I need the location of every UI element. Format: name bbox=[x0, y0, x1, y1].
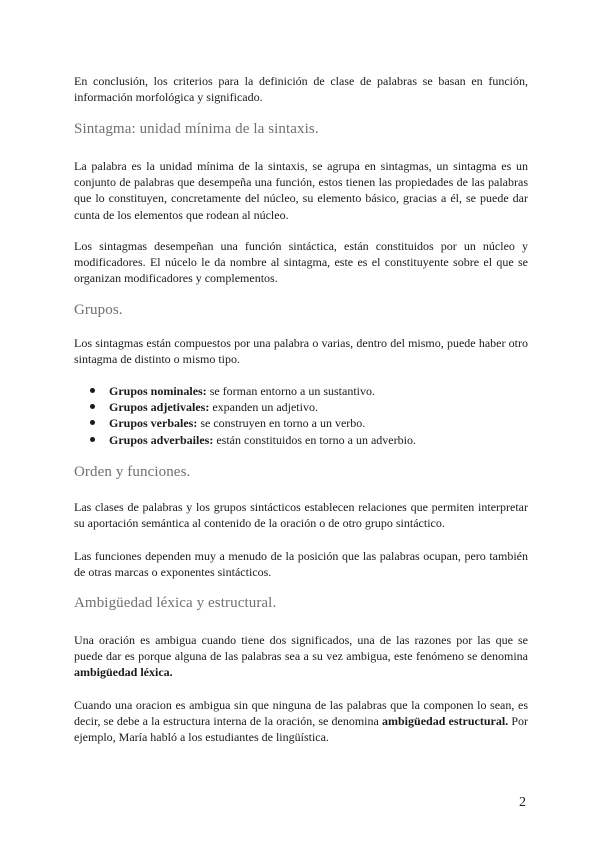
list-item-term: Grupos adverbailes: bbox=[109, 432, 214, 447]
list-item-desc: expanden un adjetivo. bbox=[209, 400, 318, 415]
section-heading-sintagma: Sintagma: unidad mínima de la sintaxis. bbox=[74, 121, 319, 137]
ambiguedad-example: Por ejemplo, María habló a los estudiantes de lingüística. bbox=[74, 714, 529, 745]
ambiguedad-estructural-term: ambigüedad estructural. bbox=[382, 714, 509, 729]
orden-paragraph-1: Las clases de palabras y los grupos sintácticos establecen relaciones que permiten interpretar su aportación semántica al contenido de la oración o de otro grupo sintáctico. bbox=[74, 500, 528, 531]
grupos-intro-paragraph: Los sintagmas están compuestos por una palabra o varias, dentro del mismo, puede haber otro sintagma de distinto o mismo tipo. bbox=[74, 336, 528, 367]
sintagma-paragraph-1: La palabra es la unidad mínima de la sintaxis, se agrupa en sintagmas, un sintagma es un conjunto de palabras que desempeña una función, estos tienen las propiedades de las palabras que lo constituyen, concretamente del núcleo, su elemento básico, gracias a él, se puede dar cunta de los elementos que rodean al núcleo. bbox=[74, 159, 528, 222]
bullet-icon bbox=[90, 420, 95, 425]
page-number: 2 bbox=[519, 795, 526, 810]
orden-paragraph-2: Las funciones dependen muy a menudo de la posición que las palabras ocupan, pero también de otras marcas o exponentes sintácticos. bbox=[74, 549, 528, 580]
section-heading-ambiguedad: Ambigüedad léxica y estructural. bbox=[74, 595, 277, 611]
ambiguedad-lexica-term: ambigüedad léxica. bbox=[74, 665, 173, 680]
list-item-desc: se forman entorno a un sustantivo. bbox=[206, 384, 375, 398]
list-item-desc: se construyen en torno a un verbo. bbox=[197, 416, 366, 431]
sintagma-paragraph-2: Los sintagmas desempeñan una función sintáctica, están constituidos por un núcleo y modificadores. El núcelo le da nombre al sintagma, este es el constituyente sobre el que se organizan modificadores y complementos. bbox=[74, 239, 528, 286]
bullet-icon bbox=[90, 404, 95, 409]
ambiguedad-paragraph-1 bbox=[74, 632, 528, 681]
bullet-icon bbox=[90, 437, 95, 442]
list-item-term: Grupos verbales: bbox=[109, 416, 198, 431]
list-item-term: Grupos adjetivales: bbox=[109, 400, 210, 415]
section-heading-orden: Orden y funciones. bbox=[74, 464, 191, 480]
ambiguedad-paragraph-2 bbox=[74, 697, 528, 746]
bullet-icon bbox=[90, 388, 95, 393]
list-item-desc: están constituidos en torno a un adverbio. bbox=[213, 432, 416, 447]
list-item bbox=[74, 399, 416, 415]
list-item-term: Grupos nominales: bbox=[109, 384, 207, 398]
conclusion-paragraph: En conclusión, los criterios para la definición de clase de palabras se basan en función, información morfológica y significado. bbox=[74, 74, 528, 105]
list-item bbox=[74, 415, 416, 431]
ambiguedad-p1-text: Una oración es ambigua cuando tiene dos significados, una de las razones por las que se puede dar es porque alguna de las palabras sea a su vez ambigua, este fenómeno se denomina bbox=[74, 633, 528, 664]
list-item bbox=[74, 383, 416, 399]
grupos-list bbox=[74, 383, 416, 448]
ambiguedad-p2-text: Cuando una oracion es ambigua sin que ninguna de las palabras que la componen lo sean, es decir, se debe a la estructura interna de la oración, se denomina bbox=[74, 698, 528, 729]
section-heading-grupos: Grupos. bbox=[74, 302, 123, 318]
list-item bbox=[74, 432, 416, 448]
